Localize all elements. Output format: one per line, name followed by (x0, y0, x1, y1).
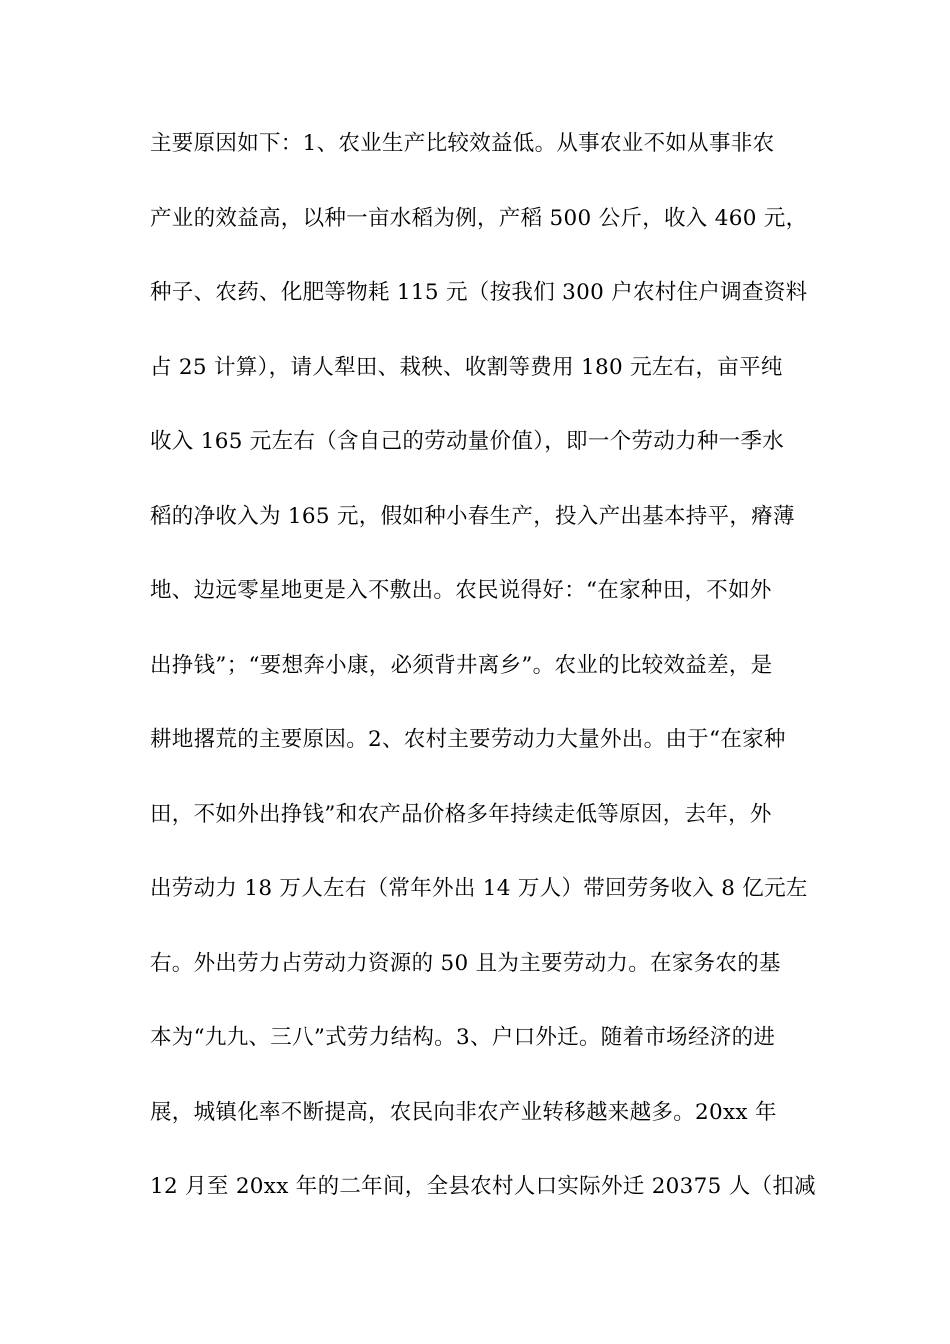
text-line: 产业的效益高，以种一亩水稻为例，产稻 500 公斤，收入 460 元， (150, 205, 808, 231)
text-line: 主要原因如下：1、农业生产比较效益低。从事农业不如从事非农 (150, 131, 775, 156)
text-line: 稻的净收入为 165 元，假如种小春生产，投入产出基本持平，瘠薄 (150, 503, 795, 529)
text-line: 地、边远零星地更是入不敷出。农民说得好：“在家种田，不如外 (150, 578, 772, 603)
text-line: 种子、农药、化肥等物耗 115 元（按我们 300 户农村住户调查资料 (150, 280, 808, 305)
text-line: 收入 165 元左右（含自己的劳动量价值），即一个劳动力种一季水 (150, 429, 785, 454)
body-text (150, 131, 816, 1249)
text-line: 12 月至 20xx 年的二年间，全县农村人口实际外迁 20375 人（扣减 (150, 1174, 816, 1199)
text-line: 本为“九九、三八”式劳力结构。3、户口外迁。随着市场经济的进 (150, 1025, 776, 1050)
text-line: 田，不如外出挣钱”和农产品价格多年持续走低等原因，去年，外 (150, 801, 772, 827)
text-line: 耕地撂荒的主要原因。2、农村主要劳动力大量外出。由于“在家种 (150, 727, 786, 752)
text-line: 展，城镇化率不断提高，农民向非农产业转移越来越多。20xx 年 (150, 1099, 777, 1125)
text-line: 右。外出劳力占劳动力资源的 50 且为主要劳动力。在家务农的基 (150, 950, 781, 976)
text-line: 出劳动力 18 万人左右（常年外出 14 万人）带回劳务收入 8 亿元左 (150, 876, 808, 901)
text-line: 占 25 计算），请人犁田、栽秧、收割等费用 180 元左右，亩平纯 (150, 354, 783, 380)
text-line: 出挣钱”；“要想奔小康，必须背井离乡”。农业的比较效益差，是 (150, 652, 773, 678)
